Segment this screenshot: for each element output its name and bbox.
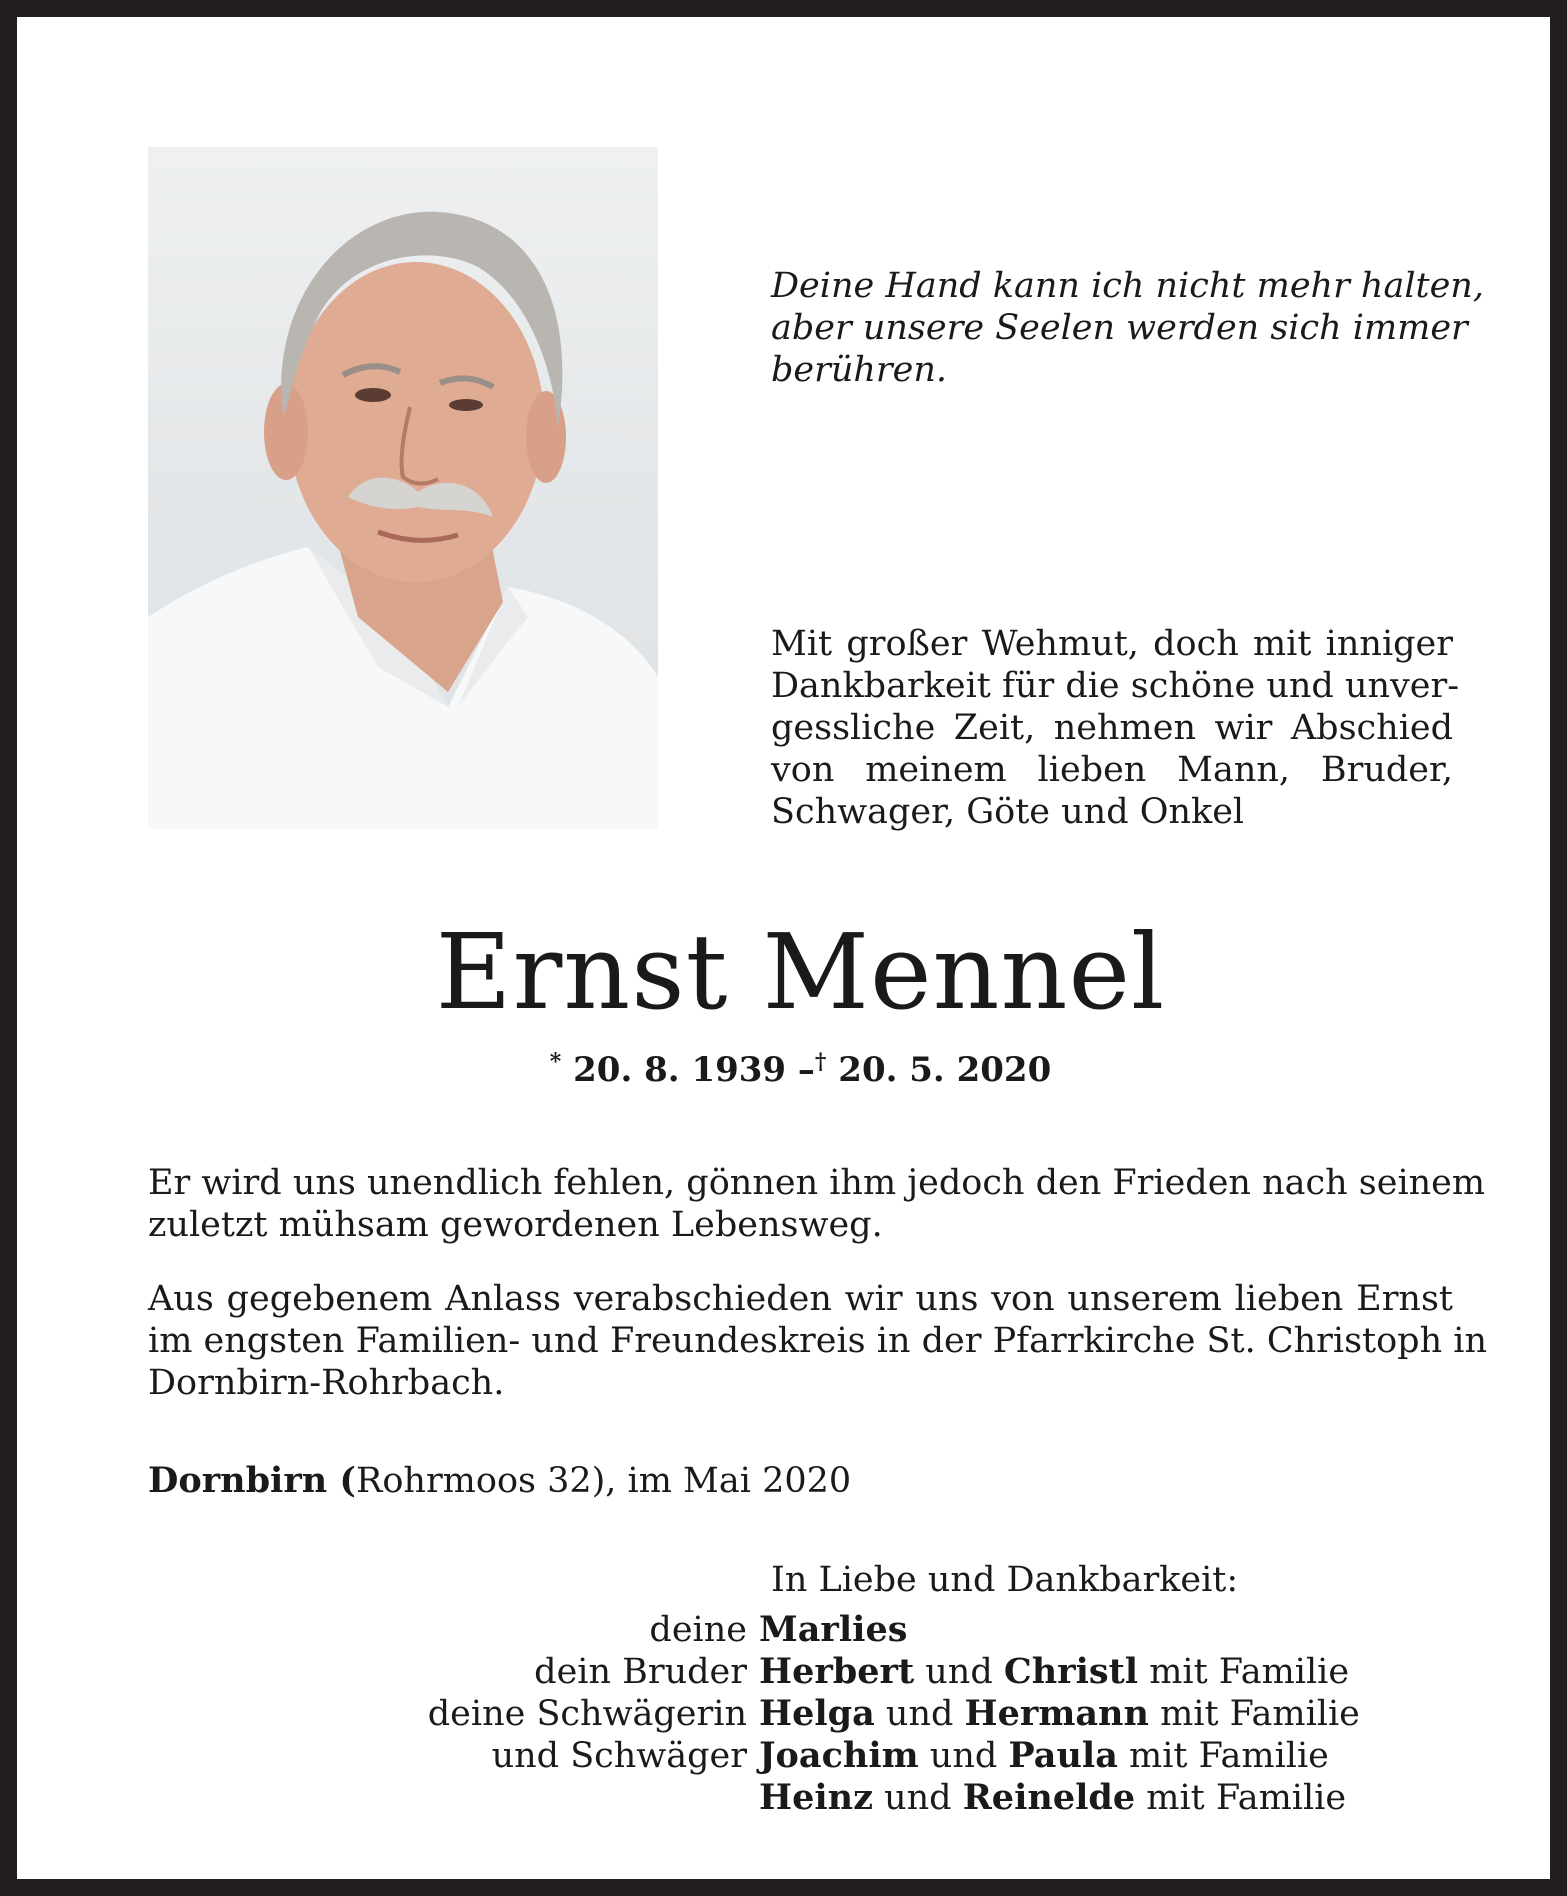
mourner-suffix: mit Familie — [1148, 1694, 1360, 1734]
paragraph-line: im engsten Familien- und Freundeskreis in der Pfarrkirche St. Christoph in — [148, 1321, 1487, 1361]
portrait-illustration — [148, 147, 658, 829]
mourner-name: Marlies — [759, 1609, 908, 1650]
mourners-list — [148, 1609, 1548, 1819]
paragraph-line: zuletzt mühsam gewordenen Lebensweg. — [148, 1205, 883, 1245]
mourner-and: und — [874, 1694, 965, 1734]
quote-line: Deine Hand kann ich nicht mehr halten, — [771, 266, 1484, 306]
death-symbol: † — [814, 1049, 827, 1075]
mourner-row — [148, 1609, 1548, 1651]
deceased-name: Ernst Mennel — [435, 911, 1166, 1033]
life-dates — [17, 1040, 1567, 1092]
paragraph-line: Dornbirn-Rohrbach. — [148, 1363, 505, 1403]
farewell-paragraph — [148, 1162, 1486, 1246]
portrait-photo — [148, 147, 658, 829]
mourner-and: und — [918, 1736, 1009, 1776]
eye-right — [449, 399, 483, 411]
mourner-names — [759, 1735, 1329, 1777]
mourner-row — [148, 1735, 1548, 1777]
mourner-and: und — [914, 1652, 1004, 1692]
mourner-suffix: mit Familie — [1117, 1736, 1329, 1776]
mourner-name: Herbert — [759, 1651, 915, 1692]
mourner-name: Paula — [1008, 1735, 1118, 1776]
birth-date: 20. 8. 1939 — [573, 1050, 787, 1090]
mourner-row — [148, 1693, 1548, 1735]
mourner-suffix: mit Familie — [1135, 1778, 1347, 1818]
mourner-name: Christl — [1003, 1651, 1139, 1692]
closing-phrase: In Liebe und Dankbarkeit: — [771, 1560, 1239, 1600]
mourner-names — [759, 1777, 1346, 1819]
intro-line: Schwager, Göte und Onkel — [771, 792, 1245, 832]
intro-text — [771, 623, 1460, 833]
paragraph-line: Er wird uns unendlich fehlen, gönnen ihm jedoch den Frieden nach seinem — [148, 1163, 1486, 1203]
mourner-relation: deine Schwägerin — [427, 1694, 747, 1734]
place-date-line — [148, 1460, 851, 1502]
mourner-relation: und Schwäger — [491, 1736, 747, 1776]
mourner-relation: deine — [649, 1610, 747, 1650]
paragraph-line: Aus gegebenem Anlass verabschieden wir uns von unserem lieben Ernst — [148, 1279, 1453, 1319]
mourner-suffix: mit Familie — [1138, 1652, 1350, 1692]
quote-line: aber unsere Seelen werden sich immer — [771, 308, 1468, 348]
mourner-name: Reinelde — [962, 1777, 1136, 1818]
death-date: 20. 5. 2020 — [838, 1050, 1052, 1090]
mourner-names — [759, 1609, 907, 1651]
mourner-row — [148, 1777, 1548, 1819]
mourner-name: Joachim — [759, 1735, 919, 1776]
mourner-and: und — [872, 1778, 963, 1818]
ceremony-paragraph — [148, 1278, 1487, 1404]
intro-line: Dankbarkeit für die schöne und unver- — [771, 666, 1460, 706]
mourner-relation — [148, 1777, 759, 1819]
mourner-name: Heinz — [759, 1777, 873, 1818]
intro-line: Mit großer Wehmut, doch mit inniger — [771, 624, 1453, 664]
mourner-name: Hermann — [964, 1693, 1149, 1734]
mourner-row — [148, 1651, 1548, 1693]
date-separator: – — [797, 1050, 815, 1090]
place-detail: Rohrmoos 32), im Mai 2020 — [355, 1461, 852, 1501]
face-shape — [288, 262, 544, 582]
mourner-name: Helga — [759, 1693, 875, 1734]
eye-left — [355, 388, 391, 402]
quote-line: berühren. — [771, 350, 948, 390]
intro-line: von meinem lieben Mann, Bruder, — [771, 750, 1453, 790]
mourner-names — [759, 1693, 1360, 1735]
mourner-names — [759, 1651, 1349, 1693]
place-city: Dornbirn ( — [148, 1460, 356, 1501]
intro-line: gessliche Zeit, nehmen wir Abschied — [771, 708, 1453, 748]
birth-symbol: * — [549, 1049, 562, 1075]
memorial-quote — [771, 265, 1484, 391]
mourner-relation: dein Bruder — [534, 1652, 747, 1692]
